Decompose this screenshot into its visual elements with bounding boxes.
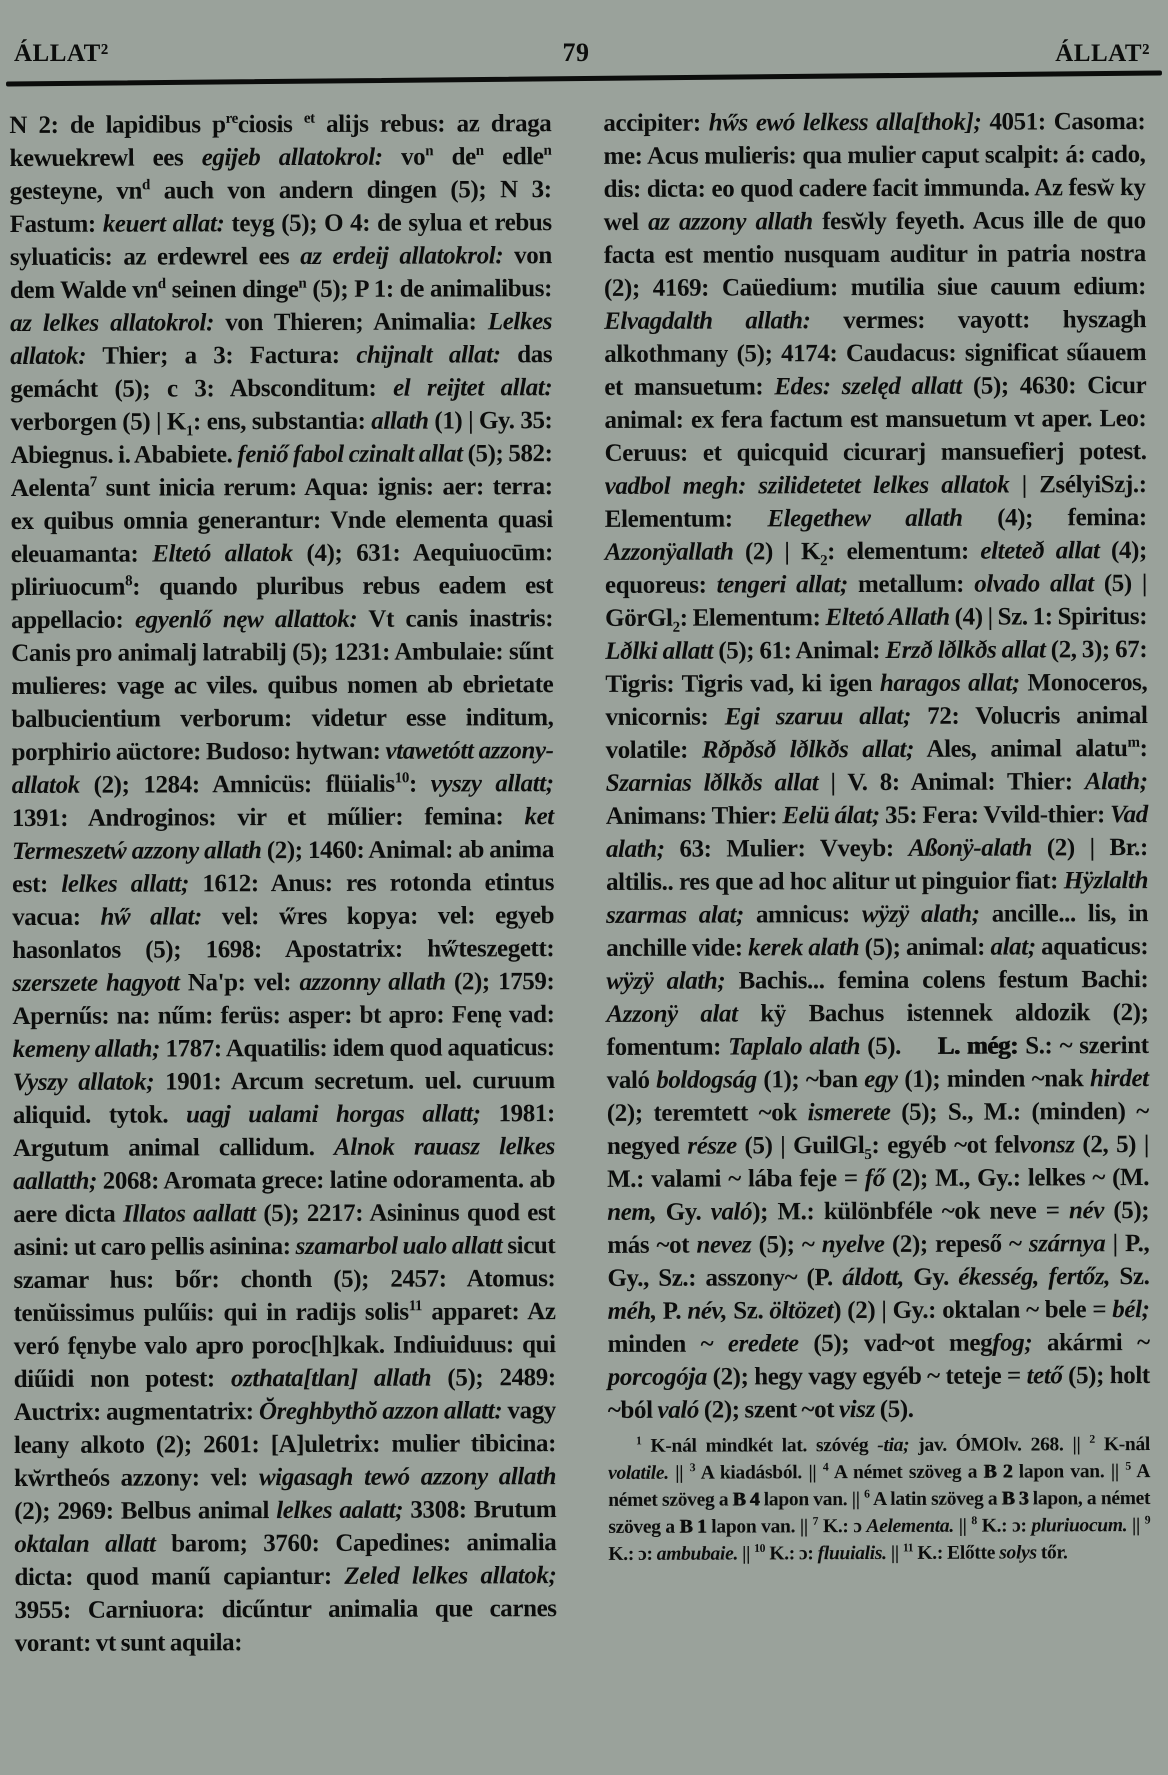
page-number: 79 [562,38,590,67]
running-head-right: ÁLLAT² [1055,40,1150,67]
dictionary-entry-text-right: accipiter: hw̋s ewó lelkess alla[thok]; 4051: Casoma: me: Acus mulieris: qua mulier caput scalpit: á: cado, dis: dicta: eo quod cadere facit immunda. Az fesw̆ ky wel az azzony allath fesw̆ly feyeth. Acus ille de quo facta est mentio nusquam auditur in patria nostra (2); 4169: Caüedium: mutilia siue cauum edium: Elvagdalth allath: vermes: vayott: hyszagh alkothmany (5); 4174: Caudacus: significat sűauem et mansuetum: Edes: szelęd allatt (5); 4630: Cicur animal: ex fera factum est mansuetum vt aper. Leo: Ceruus: et quicquid cicurarj mansuefierj potest. vadbol megh: szilidetetet lelkes allatok | ZsélyiSzj.: Elementum: Elegethew allath (4); femina: Azzonÿallath (2) | $K_2$: elementum: elteteð allat (4); equoreus: tengeri allat; metallum: olvado allat (5) | GörGl$_2$: Elementum: Eltetó Allath (4) | Sz. 1: Spiritus: Lðlki allatt (5); 61: Animal: Erzð lðlkðs allat (2, 3); 67: Tigris: Tigris vad, ki igen haragos allat; Monoceros, vnicornis: Egi szaruu allat; 72: Volucris animal volatile: Rðpðsð lðlkðs allat; Ales, animal alatu$^m$: Szarnias lðlkðs allat | V. 8: Animal: Thier: Alath; Animans: Thier: Eelü álat; 35: Fera: Vvild-thier: Vad alath; 63: Mulier: Vveyb: Aßonÿ-alath (2) | Br.: altilis.. res que ad hoc alitur ut pinguior fiat: Hÿzlalth szarmas alat; amnicus: wÿzÿ alath; ancille... lis, in anchille vide: kerek alath (5); animal: alat; aquaticus: wÿzÿ alath; Bachis... femina colens festum Bachi: Azzonÿ alat kÿ Bachus istennek aldozik (2); fomentum: Taplalo alath (5). L. még: S.: ~ szerint való boldogság (1); ~ban egy (1); minden ~nak hirdet (2); teremtett ~ok ismerete (5); S., M.: (minden) ~ negyed része (5) | GuilGl$_5$: egyéb ~ot felvonsz (2, 5) | M.: valami ~ lába feje = fő (2); M., Gy.: lelkes ~ (M. nem, Gy. való); M.: különbféle ~ok neve = név (5); más ~ot nevez (5); ~ nyelve (2); repeső ~ szárnya | P., Gy., Sz.: asszony~ (P. áldott, Gy. ékesség, fertőz, Sz. méh, P. név, Sz. öltözet) (2) | Gy.: oktalan ~ bele = bél; minden ~ eredete (5); vad~ot megfog; akármi ~ porcogója (2); hegy vagy egyéb ~ teteje = tető (5); holt ~ból való (2); szent ~ot visz (5). [603,108,1150,1424]
text-columns [0,79,1168,1660]
text-column-right [603,105,1150,1658]
text-column-left [9,107,556,1660]
page-header [0,0,1168,68]
dictionary-entry-text-left: N 2: de lapidibus $p^{re}ciosis$ $^{et}$ alijs rebus: az draga kewuekrewl ees egijeb allatokrol: $vo^n$ $de^n$ edle$^n$ gesteyne, $vn^d$ auch von andern dingen (5); N 3: Fastum: keuert allat: teyg (5); O 4: de sylua et rebus syluaticis: az erdewrel ees az erdeij allatokrol: von dem Walde $vn^d$ seinen dinge$^n$ (5); P 1: de animalibus: az lelkes allatokrol: von Thieren; Animalia: Lelkes allatok: Thier; a 3: Factura: chijnalt allat: das gemácht (5); c 3: Absconditum: el reijtet allat: verborgen (5) | $K_1$: ens, substantia: allath (1) | Gy. 35: Abiegnus. i. Ababiete. feniő fabol czinalt allat (5); 582: Aelenta$^7$ sunt inicia rerum: Aqua: ignis: aer: terra: ex quibus omnia generantur: Vnde elementa quasi eleuamanta: Eltetó allatok (4); 631: Aequiuocūm: pliriuocum$^8$: quando pluribus rebus eadem est appellacio: egyenlő nęw allattok: Vt canis inastris: Canis pro animalj latrabilj (5); 1231: Ambulaie: sűnt mulieres: vage ac viles. quibus nomen ab ebrietate balbucientium verborum: videtur esse inditum, porphirio aüctore: Budoso: hytwan: vtawetótt azzony-allatok (2); 1284: Amnicüs: flüialis$^{10}$: vyszy allatt; 1391: Androginos: vir et műlier: femina: ket Termeszetẃ azzony allath (2); 1460: Animal: ab anima est: lelkes allatt; 1612: Anus: res rotonda etintus vacua: hw̋ allat: vel: w̋res kopya: vel: egyeb hasonlatos (5); 1698: Apostatrix: hw̋teszegett: szerszete hagyott Na'p: vel: azzonny allath (2); 1759: Apernűs: na: nűm: ferüs: asper: bt apro: Fenę vad: kemeny allath; 1787: Aquatilis: idem quod aquaticus: Vyszy allatok; 1901: Arcum secretum. uel. curuum aliquid. tytok. uagj ualami horgas allatt; 1981: Argutum animal callidum. Alnok rauasz lelkes aallatth; 2068: Aromata grece: latine odoramenta. ab aere dicta Illatos aallatt (5); 2217: Asininus quod est asini: ut caro pellis asinina: szamarbol ualo allatt sicut szamar hus: bőr: chonth (5); 2457: Atomus: tenŭissimus pulűis: qui in radijs solis$^{11}$ apparet: Az veró fęnybe valo apro poroc[h]kak. Indiuiduus: qui diűidi non potest: ozthata[tlan] allath (5); 2489: Auctrix: augmentatrix: Ŏreghbythŏ azzon allatt: vagy leany alkoto (2); 2601: [A]uletrix: mulier tibicina: kw̆rtheós azzony: vel: wigasagh tewó azzony allath (2); 2969: Belbus animal lelkes aalatt; 3308: Brutum oktalan allatt barom; 3760: Capedines: animalia dicta: quod manű capiantur: Zeled lelkes allatok; 3955: Carniuora: dicűntur animalia que carnes vorant: vt sunt aquila: [9,110,557,1657]
footnotes: $^1$ K-nál mindkét lat. szóvég -tia; jav. ÓMOlv. 268. || $^2$ K-nál volatile. || $^3$ A kiadásból. || $^4$ A német szöveg a B 2 lapon van. || $^5$ A német szöveg a B 4 lapon van. || $^6$ A latin szöveg a B 3 lapon, a német szöveg a B 1 lapon van. || $^7$ K.: ɔ Aelementa. || $^8$ K.: ɔ: pluriuocum. || $^9$ K.: ɔ: ambubaie. || $^{10}$ K.: ɔ: fluuialis. || $^{11}$ K.: Előtte solys tőr. [608,1432,1151,1565]
running-head-left: ÁLLAT² [14,40,109,67]
